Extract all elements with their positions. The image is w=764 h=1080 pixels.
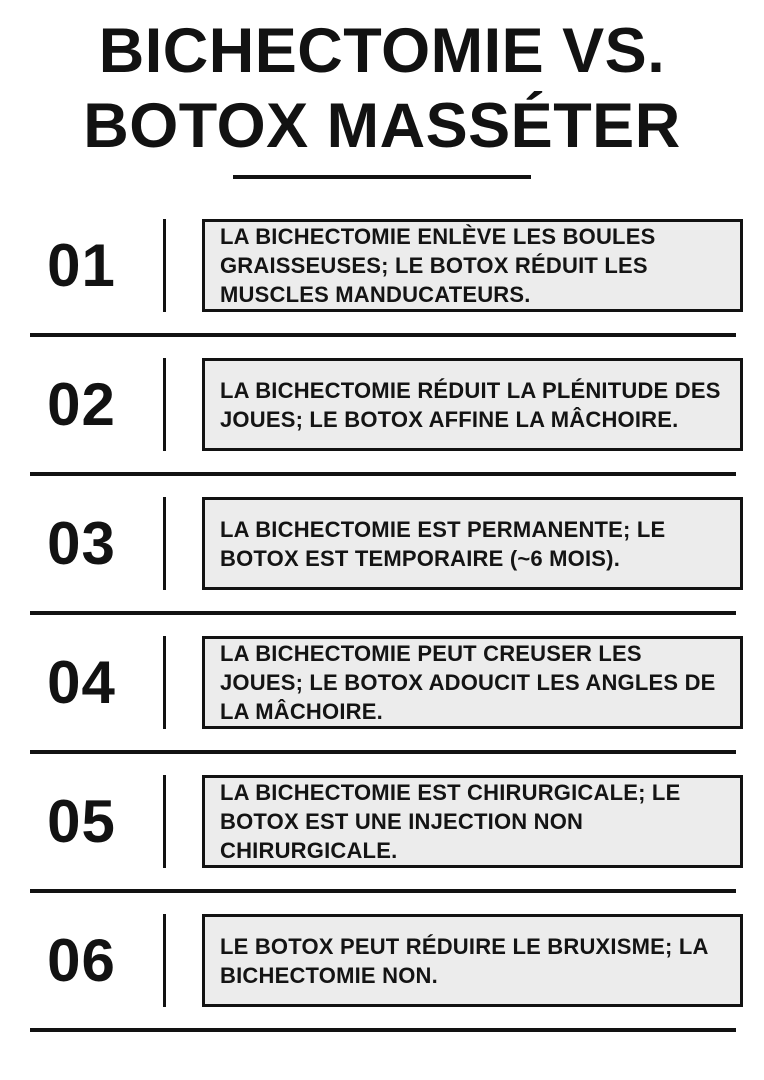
page-header — [0, 0, 764, 179]
vertical-divider — [163, 775, 166, 868]
title-underline — [233, 175, 531, 179]
list-item — [0, 497, 743, 590]
item-number: 04 — [47, 648, 116, 716]
vertical-divider — [163, 914, 166, 1007]
item-number: 05 — [47, 787, 116, 855]
page-title-line1: BICHECTOMIE VS. — [98, 16, 666, 86]
item-number-column — [0, 497, 163, 590]
item-number-column — [0, 914, 163, 1007]
item-text: LA BICHECTOMIE EST CHIRURGICALE; LE BOTOX EST UNE INJECTION NON CHIRURGICALE. — [220, 780, 681, 863]
list-item — [0, 358, 743, 451]
item-number-column — [0, 775, 163, 868]
item-number-column — [0, 636, 163, 729]
item-text: LA BICHECTOMIE RÉDUIT LA PLÉNITUDE DES JOUES; LE BOTOX AFFINE LA MÂCHOIRE. — [220, 377, 721, 432]
row-divider — [30, 1028, 736, 1032]
comparison-list — [0, 219, 764, 1032]
list-item — [0, 636, 743, 729]
row-divider — [30, 750, 736, 754]
item-text: LA BICHECTOMIE EST PERMANENTE; LE BOTOX EST TEMPORAIRE (~6 MOIS). — [220, 516, 666, 571]
item-text-box — [202, 497, 743, 590]
page-title — [0, 14, 764, 164]
row-divider — [30, 611, 736, 615]
row-divider — [30, 333, 736, 337]
row-divider — [30, 889, 736, 893]
item-number: 06 — [47, 926, 116, 994]
item-text: LA BICHECTOMIE ENLÈVE LES BOULES GRAISSEUSES; LE BOTOX RÉDUIT LES MUSCLES MANDUCATEURS. — [220, 224, 656, 307]
item-text-box — [202, 914, 743, 1007]
item-text: LE BOTOX PEUT RÉDUIRE LE BRUXISME; LA BICHECTOMIE NON. — [220, 933, 708, 988]
item-number: 02 — [47, 370, 116, 438]
list-item — [0, 219, 743, 312]
item-text-box — [202, 775, 743, 868]
vertical-divider — [163, 497, 166, 590]
list-item — [0, 775, 743, 868]
row-divider — [30, 472, 736, 476]
vertical-divider — [163, 219, 166, 312]
list-item — [0, 914, 743, 1007]
item-text-box — [202, 636, 743, 729]
vertical-divider — [163, 636, 166, 729]
item-number: 01 — [47, 231, 116, 299]
item-text-box — [202, 358, 743, 451]
vertical-divider — [163, 358, 166, 451]
item-number-column — [0, 219, 163, 312]
item-text-box — [202, 219, 743, 312]
item-text: LA BICHECTOMIE PEUT CREUSER LES JOUES; LE BOTOX ADOUCIT LES ANGLES DE LA MÂCHOIRE. — [220, 641, 716, 724]
item-number-column — [0, 358, 163, 451]
item-number: 03 — [47, 509, 116, 577]
page-title-line2: BOTOX MASSÉTER — [83, 91, 681, 161]
